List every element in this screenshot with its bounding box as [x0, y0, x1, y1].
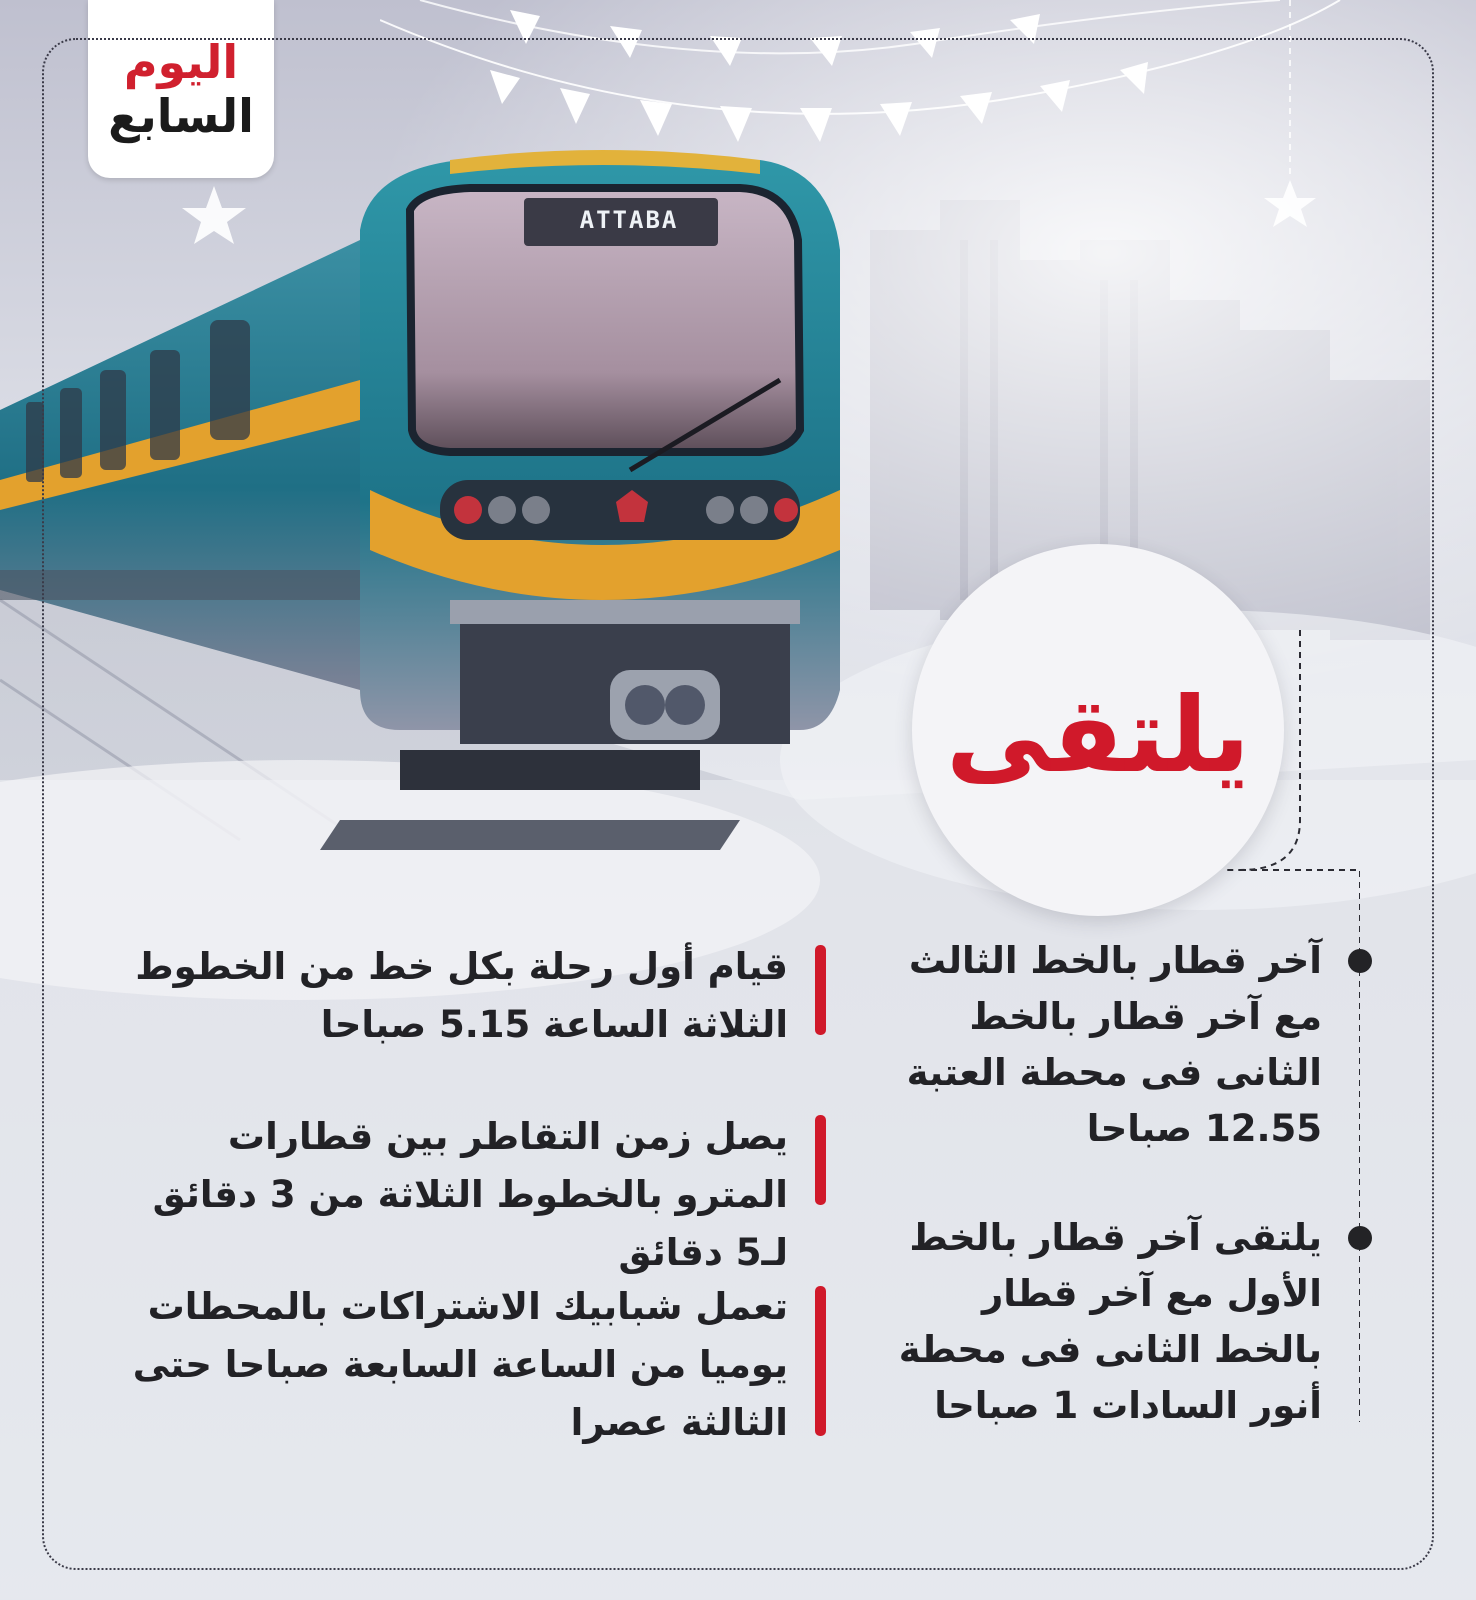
- destination-sign: ATTABA: [579, 206, 679, 234]
- bullet-dot: [1348, 1226, 1372, 1250]
- headline-title: يلتقى: [945, 674, 1251, 796]
- right-point-2: يلتقى آخر قطار بالخط الأول مع آخر قطار بالخط الثانى فى محطة أنور السادات 1 صباحا: [898, 1216, 1322, 1427]
- bullet-dot: [1348, 949, 1372, 973]
- accent-bar: [815, 1286, 826, 1436]
- right-point-1: آخر قطار بالخط الثالث مع آخر قطار بالخط الثانى فى محطة العتبة 12.55 صباحا: [906, 939, 1322, 1150]
- logo-line-1: اليوم: [123, 35, 239, 89]
- logo-line-2: السابع: [108, 89, 254, 143]
- left-point-1: قيام أول رحلة بكل خط من الخطوط الثلاثة الساعة 5.15 صباحا: [135, 945, 788, 1046]
- accent-bar: [815, 945, 826, 1035]
- accent-bar: [815, 1115, 826, 1205]
- left-point-2: يصل زمن التقاطر بين قطارات المترو بالخطوط الثلاثة من 3 دقائق لـ5 دقائق: [152, 1115, 788, 1274]
- left-point-3: تعمل شبابيك الاشتراكات بالمحطات يوميا من الساعة السابعة صباحا حتى الثالثة عصرا: [132, 1285, 788, 1444]
